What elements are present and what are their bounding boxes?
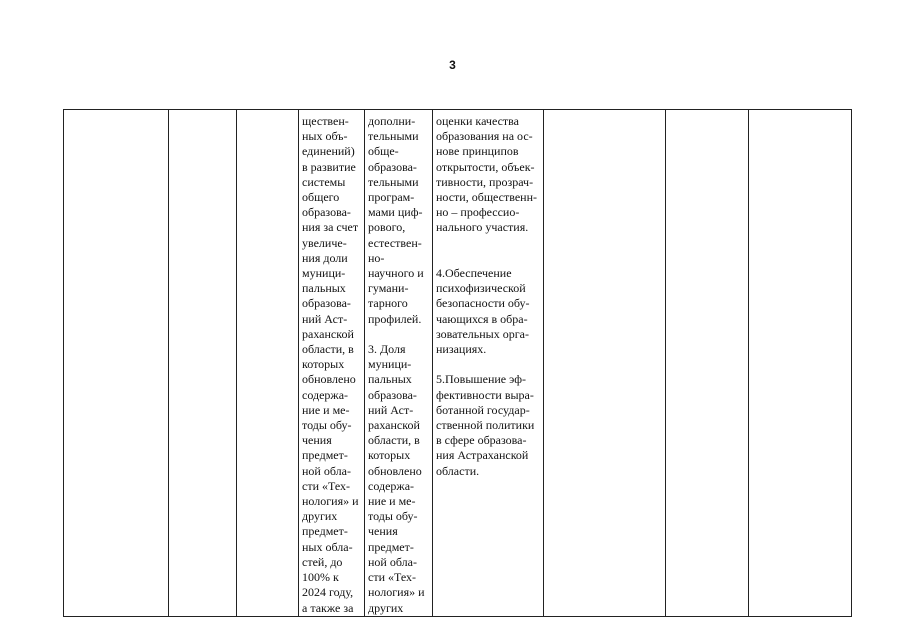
cell-text-col-5: дополни- тельными обще- образова- тельными програм- мами циф- рового, естествен- но- научного и гумани- тарного профилей. 3. Доля муници- пальных образова- ний Аст- раханской области, в которых обновлено содержа- ние и ме- тоды обу- чения предмет- ной обла- сти «Тех- нология» и других [368,114,425,615]
cell-text-col-6: оценки качества образования на ос- нове принципов открытости, объек- тивности, прозрач- ности, общественн- но – профессио- нального участия. 4.Обеспечение психофизической безопасности обу- чающихся в обра- зовательных орга- низациях. 5.Повышение эф- фективности выра- ботанной государ- ственной политики в сфере образова- ния Астраханской области. [436,114,538,478]
table-cell-col-6 [433,110,544,617]
page-number: 3 [449,58,456,72]
table-cell-col-8 [666,110,749,617]
table-cell-col-2 [169,110,237,617]
table-cell-col-5 [365,110,433,617]
document-table [63,109,852,617]
table-cell-col-4 [299,110,365,617]
table-cell-col-9 [749,110,852,617]
table-row [64,110,852,617]
table-cell-col-1 [64,110,169,617]
table-cell-col-3 [237,110,299,617]
cell-text-col-4: ществен- ных объ- единений) в развитие системы общего образова- ния за счет увеличе- ния доли муници- пальных образова- ний Аст- раханской области, в которых обновлено содержа- ние и ме- тоды обу- чения предмет- ной обла- сти «Тех- нология» и других предмет- ных обла- стей, до 100% к 2024 году, а также за [302,114,359,615]
table-cell-col-7 [544,110,666,617]
